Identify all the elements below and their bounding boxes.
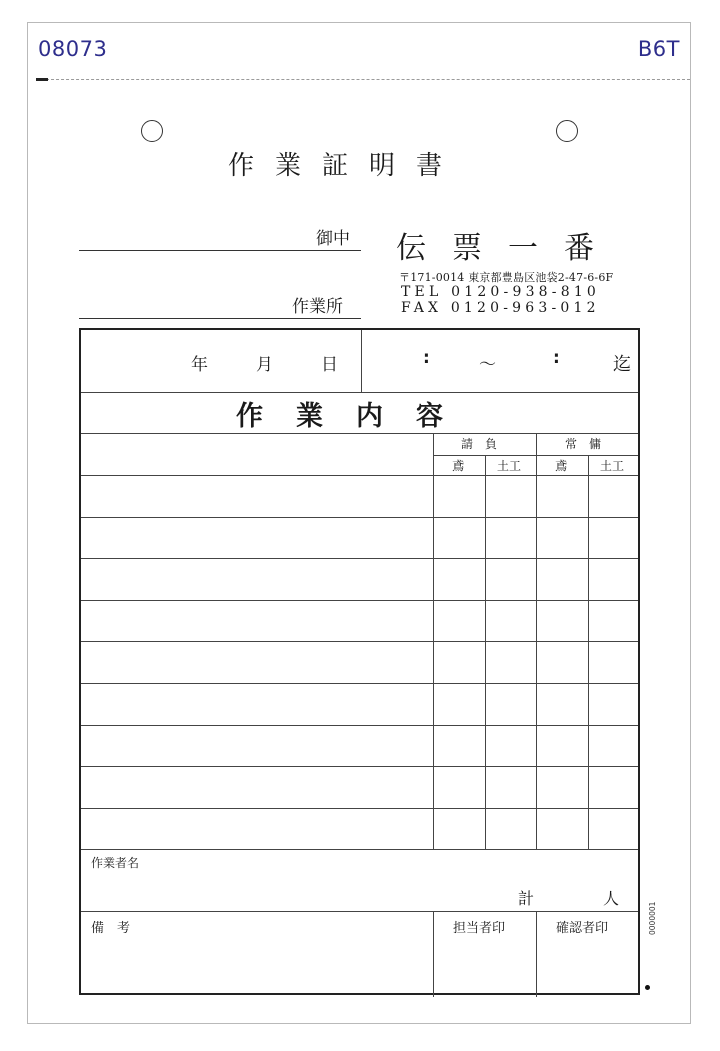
work-row-line [81, 558, 638, 559]
header-bottom [81, 475, 638, 476]
person-in-charge-seal-label: 担当者印 [453, 921, 506, 936]
subheader-divider [433, 455, 638, 456]
recipient-line [79, 250, 361, 251]
remarks-divider [433, 911, 434, 997]
work-row-line [81, 517, 638, 518]
size-code: B6T [637, 37, 680, 61]
regular-doko-header: 土工 [600, 459, 625, 473]
honorific-label: 御中 [316, 229, 350, 249]
remarks-label: 備 考 [91, 921, 131, 936]
binding-hole-left [141, 120, 163, 142]
worker-row-bottom [81, 911, 638, 912]
company-tel: TEL 0120-938-810 [401, 284, 601, 300]
time-end-colon: : [553, 348, 560, 368]
work-row-line [81, 600, 638, 601]
persons-unit: 人 [603, 889, 620, 908]
time-tilde: ～ [479, 355, 496, 375]
company-name: 伝票一番 [396, 231, 620, 266]
verifier-seal-label: 確認者印 [556, 921, 609, 936]
document-title: 作業証明書 [228, 151, 464, 181]
date-month: 月 [256, 355, 273, 375]
perforation-line [36, 79, 690, 80]
col-divider-2 [485, 455, 486, 849]
serial-dot [645, 985, 650, 990]
work-row-line [81, 641, 638, 642]
work-row-line [81, 766, 638, 767]
serial-number: 0000001 [648, 901, 657, 935]
worksite-label: 作業所 [292, 297, 343, 317]
date-day: 日 [321, 355, 338, 375]
contract-tobi-header: 鳶 [452, 459, 465, 473]
contract-header: 請 負 [461, 437, 498, 451]
total-label: 計 [518, 889, 535, 908]
date-row-bottom [81, 392, 638, 393]
perforation-mark [36, 78, 48, 81]
form-sheet [27, 22, 691, 1024]
work-row-line [81, 683, 638, 684]
work-row-line [81, 725, 638, 726]
col-divider-4 [588, 455, 589, 849]
form-code: 08073 [38, 37, 108, 61]
heading-bottom [81, 433, 638, 434]
worker-name-label: 作業者名 [91, 856, 140, 870]
seal-divider [536, 911, 537, 997]
regular-tobi-header: 鳶 [555, 459, 568, 473]
work-row-line [81, 808, 638, 809]
work-content-heading: 作業内容 [236, 401, 476, 432]
form-header [28, 23, 690, 81]
work-rows-bottom [81, 849, 638, 850]
binding-hole-right [556, 120, 578, 142]
date-year: 年 [191, 355, 208, 375]
time-until: 迄 [613, 354, 631, 375]
time-start-colon: : [423, 348, 430, 368]
regular-header: 常 傭 [565, 437, 602, 451]
contract-doko-header: 土工 [497, 459, 522, 473]
company-address: 〒171-0014 東京都豊島区池袋2-47-6-6F [399, 271, 614, 284]
form-table [79, 328, 640, 995]
worksite-line [79, 318, 361, 319]
date-time-divider [361, 330, 362, 392]
company-fax: FAX 0120-963-012 [401, 300, 600, 316]
